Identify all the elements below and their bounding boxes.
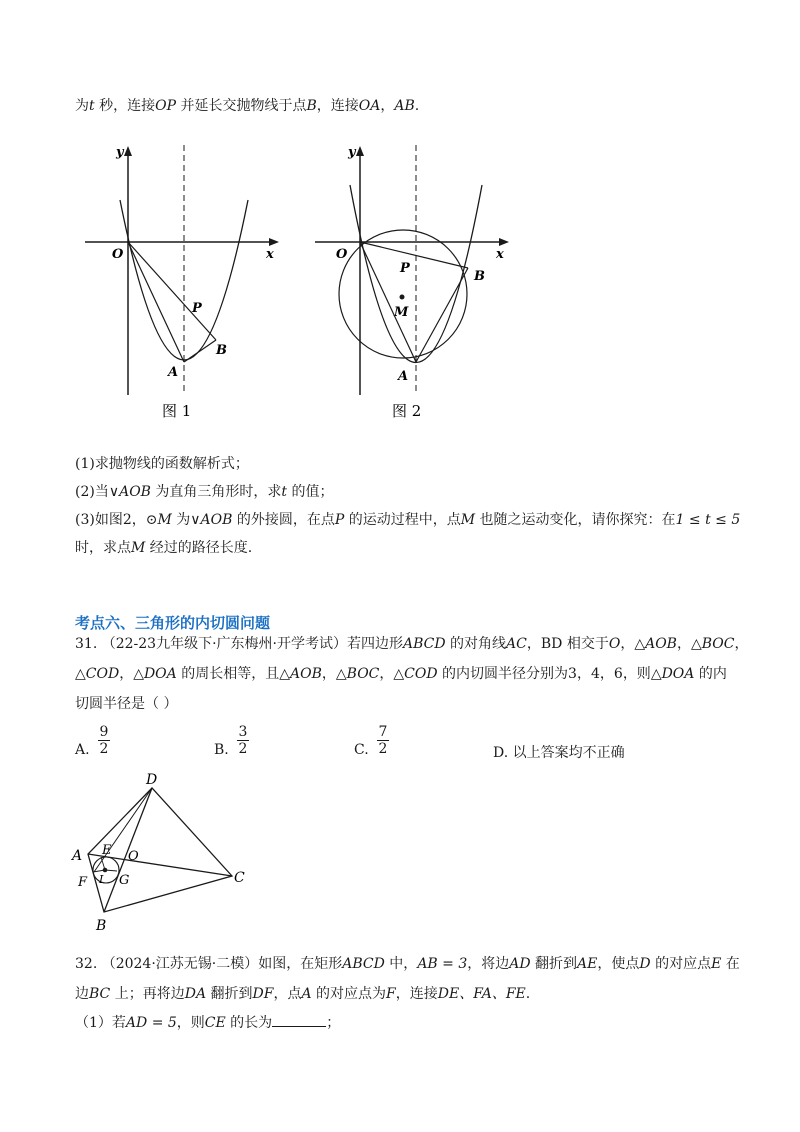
q30-text: 为 — [171, 512, 191, 528]
q31-fig-label-i: I — [99, 873, 104, 886]
q30-text: 时，求点 — [75, 540, 131, 556]
q31-text: 31. （22-23九年级下·广东梅州·开学考试）若四边形 — [75, 636, 403, 652]
q32-var: D — [639, 956, 651, 972]
q32-var: AD = 5 — [125, 1015, 177, 1031]
q31-text: 相交于 — [562, 636, 609, 652]
q32-text: 翻折到 — [530, 956, 578, 972]
q31-text: 的内 — [694, 666, 727, 682]
q31-var: △AOB — [279, 666, 322, 682]
fig2-label-a: A — [398, 369, 409, 384]
q31-fig-label-o: O — [128, 849, 139, 864]
fig1-label-b: B — [216, 343, 227, 358]
option-b-fraction — [237, 724, 249, 757]
q32-line2 — [75, 984, 530, 1004]
numerator: 3 — [238, 724, 248, 740]
q31-text: ，则 — [622, 666, 651, 682]
q31-text: 的对角线 — [445, 636, 507, 652]
q30-text: (2)当 — [75, 484, 109, 500]
fig2-label-o: O — [336, 247, 348, 262]
fig2-label-p: P — [400, 261, 410, 276]
q31-var: AC — [506, 636, 527, 652]
fig1-label-y: y — [116, 145, 124, 160]
var-oa: OA — [358, 98, 381, 114]
q32-text: 上；再将边 — [110, 986, 185, 1002]
var-ab: AB — [394, 98, 415, 114]
q31-line1 — [75, 634, 749, 654]
fig1-label-o: O — [112, 247, 124, 262]
option-a[interactable] — [75, 742, 90, 758]
q32-sub1 — [75, 1012, 340, 1033]
q31-text: 的内切圆半径分别为 — [437, 666, 569, 682]
intro-text: . — [414, 98, 420, 114]
q31-var: BD — [540, 636, 563, 652]
q32-var: E — [711, 956, 722, 972]
q32-var: F — [386, 986, 396, 1002]
option-text: 以上答案均不正确 — [512, 745, 625, 761]
q32-text: ，连接 — [395, 986, 438, 1002]
q30-part1: (1)求抛物线的函数解析式； — [75, 456, 249, 472]
q32-text: （1）若 — [75, 1015, 126, 1031]
fig1-label-a: A — [168, 365, 179, 380]
q31-radius: 6 — [613, 666, 623, 682]
q32-text: ，使点 — [597, 956, 640, 972]
figure-q31 — [70, 768, 260, 938]
option-c-fraction — [377, 724, 389, 757]
var-t: t — [89, 98, 95, 114]
q31-line2: △COD，△DOA 的周长相等，且△AOB，△BOC，△COD 的内切圆半径分别为3，4，6，则△DOA 的内 — [75, 666, 727, 682]
option-label: B. — [214, 742, 229, 758]
q32-var: AE — [577, 956, 598, 972]
q30-triangle: ∨AOB — [108, 484, 151, 500]
q31-var: △BOC — [335, 666, 380, 682]
q32-text: ； — [326, 1015, 341, 1031]
q31-var: △DOA — [133, 666, 177, 682]
fig1-label-p: P — [192, 301, 202, 316]
q31-text: 的周长相等，且 — [176, 666, 280, 682]
denominator: 2 — [378, 741, 388, 757]
fig2-label-y: y — [348, 145, 356, 160]
q32-text: 翻折到 — [206, 986, 253, 1002]
q32-text: . — [525, 986, 531, 1002]
q31-var: △AOB — [634, 636, 677, 652]
q31-radius: 4 — [590, 666, 600, 682]
fig2-label-x: x — [496, 247, 504, 262]
q31-radius: 3 — [568, 666, 577, 682]
fig2-caption: 图 2 — [392, 402, 422, 420]
q32-text: ，点 — [273, 986, 302, 1002]
fig2-label-b: B — [474, 269, 485, 284]
q32-var: DE、FA、FE — [437, 986, 526, 1002]
q31-fig-label-b: B — [96, 918, 107, 934]
option-label: A. — [75, 742, 90, 758]
q32-var: AD — [509, 956, 531, 972]
q30-text: 的运动过程中，点 — [344, 512, 461, 528]
var-b: B — [306, 98, 317, 114]
q30-var-m: M — [460, 512, 476, 528]
option-label: D. — [493, 745, 509, 761]
q31-fig-label-a: A — [72, 848, 83, 864]
denominator: 2 — [238, 741, 248, 757]
intro-text: 为 — [75, 98, 89, 114]
q32-var: BC — [89, 986, 111, 1002]
q32-text: 在 — [721, 956, 740, 972]
q30-var-m: M — [131, 540, 146, 556]
q31-text: ， — [379, 666, 394, 682]
figure-1 — [80, 140, 290, 430]
q31-var: △DOA — [650, 666, 695, 682]
q32-text: ，则 — [176, 1015, 205, 1031]
q30-part3-line1 — [75, 510, 740, 530]
q32-text: 32. （2024·江苏无锡·二模）如图，在矩形 — [75, 956, 343, 972]
q31-fig-label-f: F — [78, 875, 88, 890]
q32-text: ，将边 — [467, 956, 510, 972]
q32-var: CE — [204, 1015, 226, 1031]
q31-fig-label-g: G — [119, 873, 130, 888]
q32-var: DF — [252, 986, 274, 1002]
q30-text: 也随之运动变化，请你探究：在 — [475, 512, 676, 528]
option-label: C. — [354, 742, 369, 758]
numerator: 7 — [378, 724, 388, 740]
q31-var: △COD — [393, 666, 438, 682]
option-d[interactable] — [493, 742, 625, 762]
intro-text: 并延长交抛物线于点 — [176, 98, 307, 114]
q30-text: 为直角三角形时，求 — [150, 484, 282, 500]
q32-line1 — [75, 954, 740, 974]
fig1-label-x: x — [266, 247, 274, 262]
figure-2 — [310, 140, 520, 430]
q31-text: ， — [734, 636, 749, 652]
intro-text: 秒，连接 — [94, 98, 156, 114]
intro-line — [75, 96, 419, 116]
q30-text: 的值； — [287, 484, 334, 500]
q30-var-t: t — [281, 484, 288, 500]
q31-line3: 切圆半径是（ ） — [75, 696, 178, 712]
q30-part2 — [75, 482, 334, 502]
q31-fig-label-e: E — [102, 843, 112, 858]
denominator: 2 — [99, 741, 109, 757]
fig2-label-m: M — [394, 305, 409, 320]
q32-text: 的对应点 — [650, 956, 712, 972]
q30-range: 1 ≤ t ≤ 5 — [675, 512, 741, 528]
q32-var: ABCD — [342, 956, 385, 972]
q32-text: 边 — [75, 986, 89, 1002]
q31-var: △COD — [75, 666, 120, 682]
q31-text: ， — [119, 666, 134, 682]
q30-triangle: ∨AOB — [190, 512, 233, 528]
option-c[interactable] — [354, 742, 369, 758]
q30-text: (3)如图2， — [75, 512, 146, 528]
q31-var: ABCD — [402, 636, 446, 652]
q32-text: 的长为 — [225, 1015, 273, 1031]
fig1-caption: 图 1 — [162, 402, 192, 420]
q31-var: △BOC — [690, 636, 735, 652]
q32-var: A — [301, 986, 312, 1002]
q31-text: ， — [620, 636, 635, 652]
q31-fig-label-c: C — [234, 870, 245, 886]
q30-var-p: P — [334, 512, 345, 528]
q31-var: O — [608, 636, 621, 652]
numerator: 9 — [99, 724, 109, 740]
q30-text: 的外接圆，在点 — [232, 512, 335, 528]
q30-text: 经过的路径长度. — [145, 540, 253, 556]
q31-text: ， — [321, 666, 336, 682]
q31-fig-label-d: D — [146, 772, 158, 788]
q32-text: 中， — [384, 956, 418, 972]
answer-blank[interactable] — [272, 1012, 326, 1027]
section-title: 考点六、三角形的内切圆问题 — [75, 614, 271, 632]
q30-circle-m: ⊙M — [145, 512, 172, 528]
q32-var: DA — [184, 986, 207, 1002]
option-a-fraction — [98, 724, 110, 757]
intro-text: ，连接 — [316, 98, 359, 114]
q32-var: AB = 3 — [417, 956, 468, 972]
q30-part3-line2 — [75, 538, 252, 558]
var-op: OP — [155, 98, 176, 114]
q31-text: ， — [526, 636, 541, 652]
q32-text: 的对应点为 — [311, 986, 387, 1002]
intro-text: ， — [380, 98, 395, 114]
option-b[interactable] — [214, 742, 229, 758]
q31-text: ， — [676, 636, 691, 652]
